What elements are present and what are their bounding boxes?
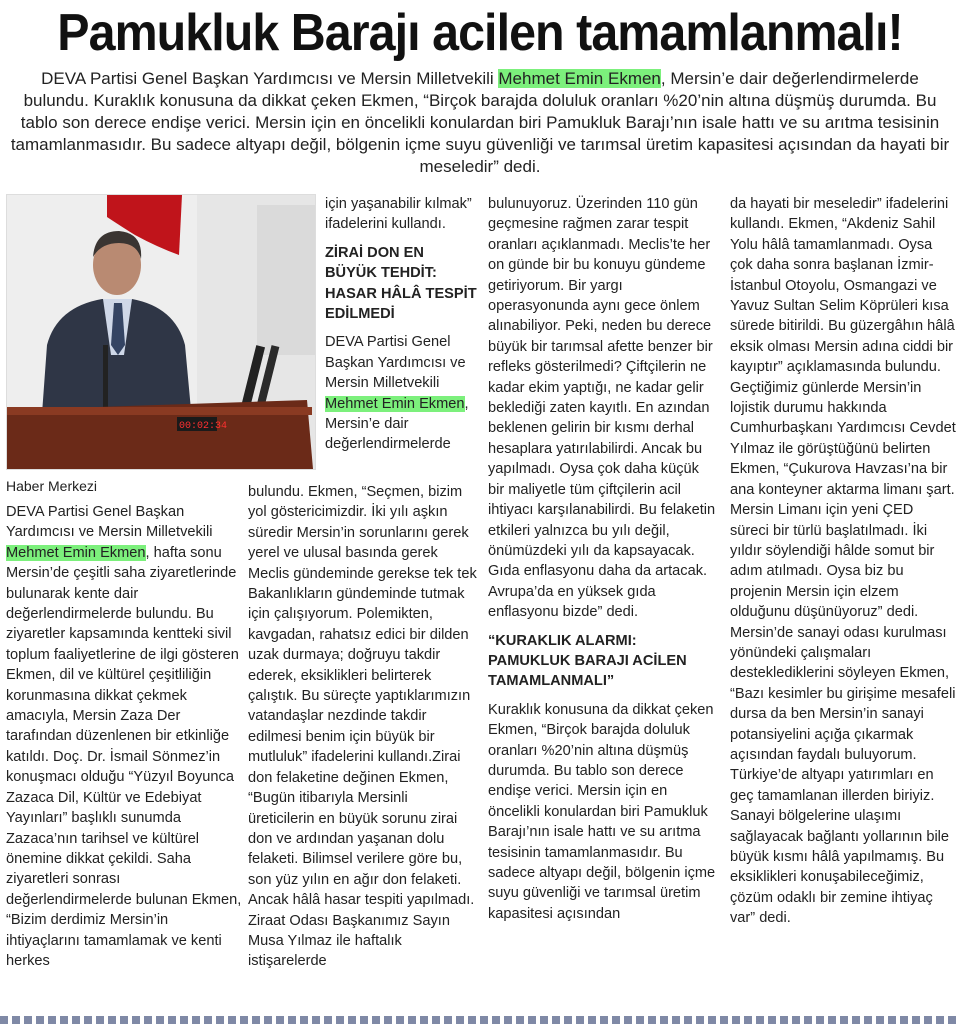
column-3-paragraph-1: bulunuyoruz. Üzerinden 110 gün geçmesine rağmen zarar tespit oranları açıklanmadı. Meclis’te her on günde bir bu konuyu gündeme getiriyorum. Bir yargı operasyonunda aynı gece önlem alınabiliyor. Peki, neden bu derece büyük bir tarımsal afette benzer bir refleks gösterilmedi? Çiftçilerin ne kadar ekim yaptığı, ne kadar gelir beklediği zaten kayıtlı. En azından beklenen gelirin bir kısmı derhal hesaplara yatırılabilirdi. Ancak bu yapılmadı. Oysa çok daha küçük bir maliyetle tüm çiftçilerin acil ihtiyacı karşılanabilirdi. Bu felaketin etkileri yalnızca bu yılı değil, önümüzdeki yılı da kapsayacak. Gıda enflasyonu daha da artacak. Avrupa’da en yüksek gıda enflasyonu bizde” dedi. <box>488 196 716 621</box>
headline: Pamukluk Barajı acilen tamamlanmalı! <box>57 4 903 62</box>
col2-text-start: DEVA Partisi Genel Başkan Yardımcısı ve Mersin Milletvekili <box>325 334 466 392</box>
speaker-at-podium-photo-icon <box>7 195 315 469</box>
column-4-paragraph: da hayati bir meseledir” ifadelerini kullandı. Ekmen, “Akdeniz Sahil Yolu hâlâ tamamlanmadı. Oysa çok daha sonra başlanan İzmir-İstanbul Otoyolu, Osmangazi ve Yavuz Sultan Selim Köprüleri kısa sürede bitirildi. Bu güzergâhın hâlâ eksik olması Mersin adına ciddi bir kayıptır” açıklamasında bulundu. Geçtiğimiz günlerde Mersin’in lojistik durumu hakkında Cumhurbaşkanı Yardımcısı Cevdet Yılmaz ile görüştüğünü belirten Ekmen, “Çukurova Havzası’na bir ana konteyner aktarma limanı şart. Mersin Limanı için yeni ÇED süreci bir türlü başlatılmadı. İki yıldır söylendiği hâlde somut bir adım atılmadı. Oysa biz bu projenin Mersin için elzem olduğunu düşünüyoruz” dedi. Mersin’de sanayi odası kurulması yönündeki çalışmaları desteklediklerini söyleyen Ekmen, “Bazı kesimler bu girişime mesafeli dursa da ben Mersin’in sanayi potansiyelini açığa çıkarmak açısından faydalı buluyorum. Türkiye’de altyapı yatırımları en geç tamamlanan illerden biriyiz. Sanayi bölgelerine ulaşımı sağlayacak bağlantı yollarının bile büyük kısmı hâlâ yapılmamış. Bu eksiklikleri konuşabileceğimiz, çözüm odaklı bir zemine ihtiyaç var” dedi. <box>730 196 956 927</box>
page-bottom-rule <box>0 1016 960 1024</box>
col1-text-start: DEVA Partisi Genel Başkan Yardımcısı ve Mersin Milletvekili <box>6 504 213 541</box>
column-2-top-text: için yaşanabilir kılmak” ifadelerini kullandı. <box>325 196 472 233</box>
col1-highlighted-name: Mehmet Emin Ekmen <box>6 544 146 561</box>
column-3-paragraph-2: Kuraklık konusuna da dikkat çeken Ekmen, “Birçok barajda doluluk oranları %20’nin altına düşmüş durumda. Bu tablo son derece endişe verici. Mersin için en öncelikli konulardan biri Pamukluk Barajı’nın isale hattı ve su arıtma tesisinin tamamlanmasıdır. Bu sadece altyapı değil, bölgenin içme suyu güvenliği ve tarımsal üretim kapasitesi açısından <box>488 701 716 922</box>
column-2-wide-paragraph: bulundu. Ekmen, “Seçmen, bizim yol göstericimizdir. İki yılı aşkın süredir Mersin’in sorunlarını gerek yerel ve ulusal basında gerek Meclis gündeminde gerekse tek tek Bakanlıkların gündeminde tutmak için çalışıyorum. Polemikten, kavgadan, rahatsız edici bir dilden uzak durmaya; doğruyu takdir ederek, eksiklikleri belirterek çalıştık. Bu süreçte yaptıklarımızın vatandaşlar nezdinde takdir edilmesi benim için büyük bir mutluluk” ifadelerini kullandı.Zirai don felaketine değinen Ekmen, “Bugün itibarıyla Mersinli üreticilerin en büyük sorunu zirai don ve ardından yaşanan dolu felaketi. Bilimsel verilere göre bu, son yüz yılın en ağır don felaketi. Ancak hâlâ hasar tespiti yapılmadı. Ziraat Odası Başkanımız Sayın Musa Yılmaz ile haftalık istişarelerde <box>248 484 477 970</box>
col2-highlighted-name: Mehmet Emin Ekmen <box>325 395 465 412</box>
column-2-narrow-paragraph <box>325 332 477 454</box>
column-2-top <box>325 194 477 455</box>
column-4 <box>730 194 956 929</box>
speaker-photo <box>6 194 316 470</box>
col2-text-narrow-end: , Mersin’e dair değerlendirmelerde <box>325 395 469 453</box>
column-3 <box>488 194 718 924</box>
lead-highlighted-name: Mehmet Emin Ekmen <box>498 69 661 88</box>
lead-text-end: , Mersin’e dair değerlendirmelerde bulundu. Kuraklık konusuna da dikkat çeken Ekmen, “Birçok barajda doluluk oranları %20’nin altına düşmüş durumda. Bu tablo son derece endişe verici. Mersin için en öncelikli konulardan biri Pamukluk Barajı’nın isale hattı ve su arıtma tesisinin tamamlanmasıdır. Bu sadece altyapı değil, bölgenin içme suyu güvenliği ve tarımsal üretim kapasitesi açısından da hayati bir meseledir” dedi. <box>10 69 950 176</box>
podium-timer: 00:02:34 <box>179 421 228 432</box>
lead-text-start: DEVA Partisi Genel Başkan Yardımcısı ve Mersin Milletvekili <box>41 69 499 88</box>
column-2-bottom <box>248 482 478 972</box>
column-1 <box>6 502 242 971</box>
col1-text-end: , hafta sonu Mersin’de çeşitli saha ziyaretlerinde bulunarak kente dair değerlendirmelerde bulundu. Bu ziyaretler kapsamında kentteki sivil toplum faaliyetlerine de ilgi gösteren Ekmen, dil ve kültürel çeşitliliğin korunmasına dikkat çekmek amacıyla, Mersin Zaza Der tarafından düzenlenen bir etkinliğe katıldı. Doç. Dr. İsmail Sönmez’in konuşmacı olduğu “Yüzyıl Boyunca Zazaca Dil, Kültür ve Edebiyat Yayınları” başlıklı sunumda Zazaca’nın tarihsel ve kültürel önemine dikkat çekildi. Saha ziyaretleri sonrası değerlendirmelerde bulunan Ekmen, “Bizim derdimiz Mersin’in ihtiyaçlarını tamamlamak ve kenti herkes <box>6 544 242 969</box>
subheading-kuraklik-alarmi: “KURAKLIK ALARMI: PAMUKLUK BARAJI ACİLEN TAMAMLANMALI” <box>488 632 687 690</box>
subheading-zirai-don: ZİRAİ DON EN BÜYÜK TEHDİT: HASAR HÂLÂ TESPİT EDİLMEDİ <box>325 244 477 323</box>
lead-paragraph <box>8 68 952 178</box>
column-1-paragraph <box>6 502 242 971</box>
byline: Haber Merkezi <box>6 478 98 494</box>
